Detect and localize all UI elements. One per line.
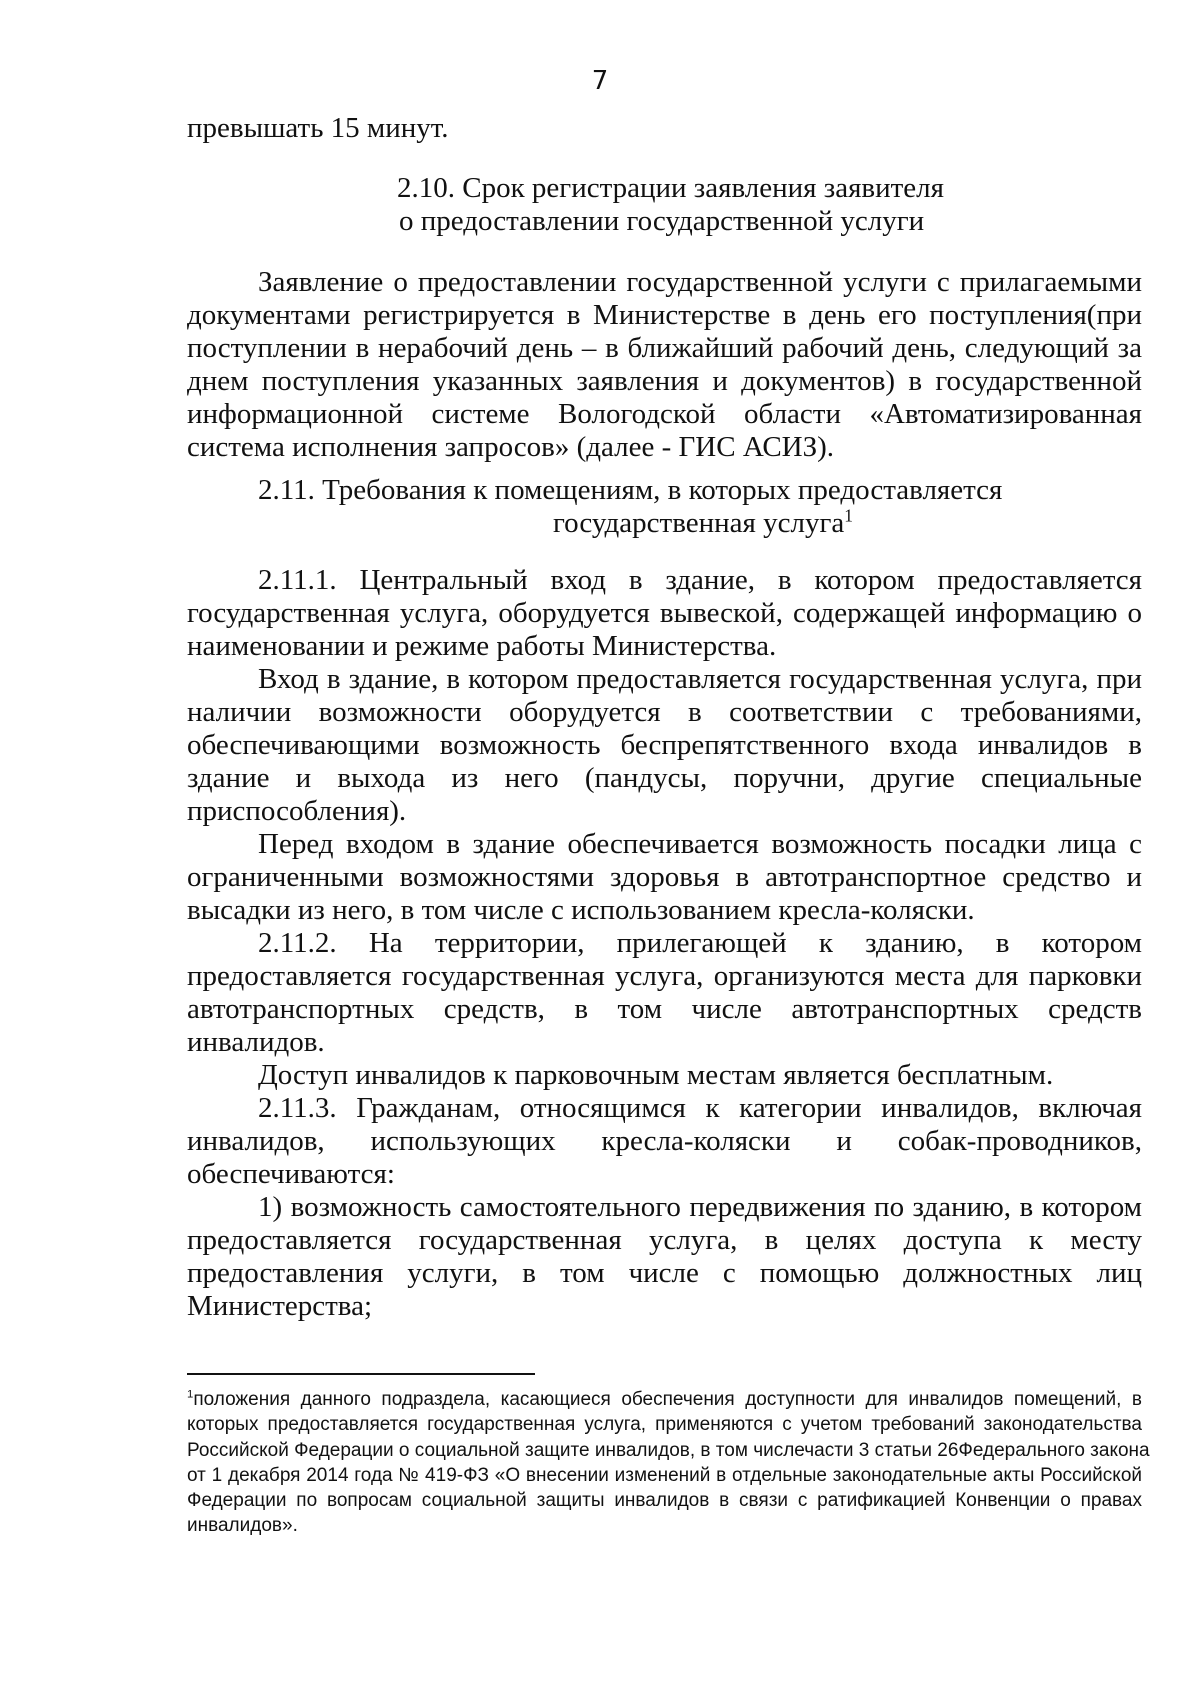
heading-line: 2.10. Срок регистрации заявления заявителя bbox=[397, 172, 944, 204]
footnote-divider bbox=[187, 1373, 535, 1375]
section-2-11-body bbox=[187, 564, 1142, 1323]
footnote-line: инвалидов». bbox=[187, 1515, 298, 1537]
text-line: поступлении в нерабочий день – в ближайший рабочий день, следующий за bbox=[187, 332, 1142, 364]
section-2-11-heading bbox=[187, 474, 1142, 540]
text-line: 2.11.2. На территории, прилегающей к зданию, в котором bbox=[258, 927, 1142, 959]
page-number: 7 bbox=[591, 66, 609, 96]
text-line: предоставляется государственная услуга, в целях доступа к месту bbox=[187, 1224, 1142, 1256]
section-2-10-heading bbox=[397, 172, 957, 238]
text-line: наличии возможности оборудуется в соответствии с требованиями, bbox=[187, 696, 1142, 728]
text-line: предоставления услуги, в том числе с помощью должностных лиц bbox=[187, 1257, 1142, 1289]
footnote-line: Российской Федерации о социальной защите инвалидов, в том числечасти 3 статьи 26Федерального закона bbox=[187, 1439, 1150, 1461]
text-line: Министерства; bbox=[187, 1290, 373, 1322]
text-line: днем поступления указанных заявления и документов) в государственной bbox=[187, 365, 1142, 397]
footnote-line: Федерации по вопросам социальной защиты инвалидов в связи с ратификацией Конвенции о правах bbox=[187, 1490, 1142, 1512]
footnote-text: положения данного подраздела, касающиеся обеспечения доступности для инвалидов помещений, в bbox=[193, 1389, 1142, 1410]
text-line: инвалидов. bbox=[187, 1026, 325, 1058]
text-line: Вход в здание, в котором предоставляется государственная услуга, при bbox=[258, 663, 1142, 695]
text-line: приспособления). bbox=[187, 795, 407, 827]
text-line: автотранспортных средств, в том числе автотранспортных средств bbox=[187, 993, 1142, 1025]
text-line: Перед входом в здание обеспечивается возможность посадки лица с bbox=[258, 828, 1142, 860]
text-line: высадки из него, в том числе с использованием кресла-коляски. bbox=[187, 894, 975, 926]
text-line: превышать 15 минут. bbox=[187, 112, 449, 144]
text-line: 2.11.1. Центральный вход в здание, в котором предоставляется bbox=[258, 564, 1142, 596]
footnote-line: которых предоставляется государственная услуга, применяются с учетом требований законодательства bbox=[187, 1414, 1142, 1436]
text-line: инвалидов, использующих кресла-коляски и собак-проводников, bbox=[187, 1125, 1142, 1157]
footnote-ref: 1 bbox=[844, 505, 853, 526]
footnote-marker: 1 bbox=[187, 1388, 194, 1401]
text-line: 1) возможность самостоятельного передвижения по зданию, в котором bbox=[258, 1191, 1142, 1223]
text-line: документами регистрируется в Министерстве в день его поступления(при bbox=[187, 299, 1142, 331]
text-line: государственная услуга, оборудуется вывеской, содержащей информацию о bbox=[187, 597, 1142, 629]
heading-text: государственная услуга bbox=[553, 507, 845, 539]
text-line: ограниченными возможностями здоровья в автотранспортное средство и bbox=[187, 861, 1142, 893]
text-line: обеспечивающими возможность беспрепятственного входа инвалидов в bbox=[187, 729, 1142, 761]
text-line: информационной системе Вологодской области «Автоматизированная bbox=[187, 398, 1142, 430]
heading-line bbox=[187, 507, 1142, 540]
heading-line: о предоставлении государственной услуги bbox=[399, 205, 925, 237]
text-line: обеспечиваются: bbox=[187, 1158, 395, 1190]
text-line: здание и выхода из него (пандусы, поручни, другие специальные bbox=[187, 762, 1142, 794]
footnote bbox=[187, 1387, 1150, 1539]
text-line: предоставляется государственная услуга, организуются места для парковки bbox=[187, 960, 1142, 992]
text-line: система исполнения запросов» (далее - ГИС АСИЗ). bbox=[187, 431, 835, 463]
section-2-10-paragraph bbox=[187, 266, 1142, 464]
text-line: наименовании и режиме работы Министерства. bbox=[187, 630, 777, 662]
text-line: 2.11.3. Гражданам, относящимся к категории инвалидов, включая bbox=[258, 1092, 1142, 1124]
text-line: Заявление о предоставлении государственной услуги с прилагаемыми bbox=[258, 266, 1142, 298]
footnote-line: от 1 декабря 2014 года № 419-ФЗ «О внесении изменений в отдельные законодательные акты Российской bbox=[187, 1464, 1142, 1486]
footnote-line bbox=[187, 1387, 1142, 1412]
heading-line: 2.11. Требования к помещениям, в которых предоставляется bbox=[258, 474, 1003, 506]
intro-text bbox=[187, 112, 1142, 145]
text-line: Доступ инвалидов к парковочным местам является бесплатным. bbox=[258, 1059, 1054, 1091]
